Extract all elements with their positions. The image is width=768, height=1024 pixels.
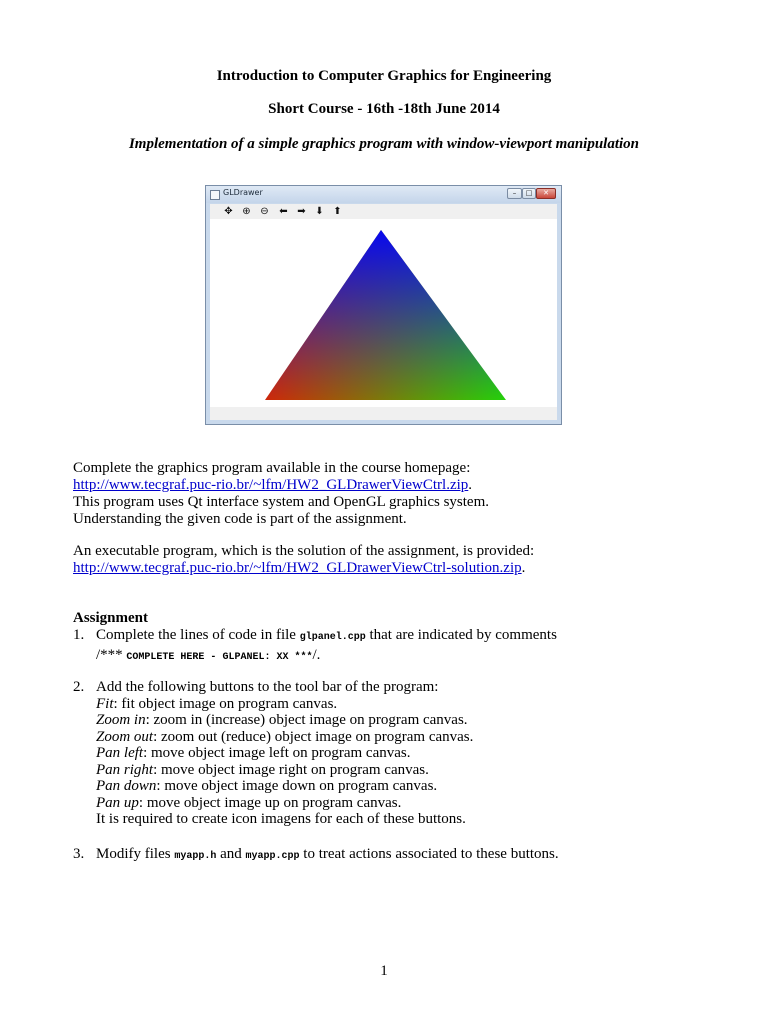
button-pan-left: Pan left: move object image left on program canvas. (96, 745, 411, 761)
arrow-up-icon[interactable]: ⬆ (333, 206, 342, 217)
solution-link[interactable]: http://www.tecgraf.puc-rio.br/~lfm/HW2_GLDrawerViewCtrl-solution.zip (73, 560, 522, 576)
arrow-down-icon[interactable]: ⬇ (315, 206, 324, 217)
item1-text: Complete the lines of code in file glpanel.cpp that are indicated by comments /*** COMPLETE HERE - GLPANEL: XX ***/. (96, 627, 557, 663)
button-pan-down: Pan down: move object image down on program canvas. (96, 778, 438, 794)
close-button[interactable]: ✕ (536, 188, 556, 199)
minimize-button[interactable]: – (507, 188, 522, 199)
fit-icon[interactable]: ✥ (224, 206, 233, 217)
page-number: 1 (380, 963, 388, 979)
intro-link-row: http://www.tecgraf.puc-rio.br/~lfm/HW2_GLDrawerViewCtrl.zip. (73, 477, 473, 493)
maximize-button[interactable]: □ (522, 188, 536, 199)
item2-text (96, 679, 473, 828)
intro-line3: Understanding the given code is part of the assignment. (73, 511, 407, 527)
button-pan-right: Pan right: move object image right on program canvas. (96, 761, 429, 778)
app-icon (210, 190, 220, 200)
assignment-heading: Assignment (73, 610, 149, 626)
gl-canvas[interactable] (210, 219, 557, 407)
doc-subtitle: Short Course - 16th -18th June 2014 (268, 101, 500, 117)
code-myapp-h: myapp.h (174, 851, 217, 862)
button-fit: Fit: fit object image on program canvas. (96, 695, 338, 712)
window-statusbar (210, 407, 557, 420)
window-title: GLDrawer (223, 188, 263, 197)
intro-paragraph (73, 460, 489, 528)
solution-paragraph (73, 543, 534, 577)
zoom-in-icon[interactable]: ⊕ (242, 206, 251, 217)
intro-line2: This program uses Qt interface system and OpenGL graphics system. (73, 494, 490, 510)
window-toolbar (210, 204, 557, 219)
item2-note: It is required to create icon imagens for each of these buttons. (96, 811, 466, 827)
code-comment: COMPLETE HERE - GLPANEL: XX *** (126, 651, 313, 663)
item3-number: 3. (73, 846, 85, 862)
solution-link-row: http://www.tecgraf.puc-rio.br/~lfm/HW2_GLDrawerViewCtrl-solution.zip. (73, 560, 526, 576)
code-glpanel: glpanel.cpp (299, 632, 366, 643)
button-zoom-in: Zoom in: zoom in (increase) object image on program canvas. (96, 712, 468, 728)
program-link[interactable]: http://www.tecgraf.puc-rio.br/~lfm/HW2_GLDrawerViewCtrl.zip (73, 477, 469, 493)
item2-intro: Add the following buttons to the tool bar of the program: (96, 679, 439, 695)
solution-line: An executable program, which is the solution of the assignment, is provided: (73, 543, 535, 559)
arrow-left-icon[interactable]: ⬅ (279, 206, 288, 217)
gldrawer-window-screenshot (205, 185, 562, 425)
zoom-out-icon[interactable]: ⊖ (260, 206, 269, 217)
item1-number: 1. (73, 627, 85, 643)
item2-number: 2. (73, 679, 85, 695)
item3-text: Modify files myapp.h and myapp.cpp to treat actions associated to these buttons. (96, 846, 559, 862)
window-titlebar (206, 186, 561, 203)
doc-title: Introduction to Computer Graphics for Engineering (216, 68, 552, 84)
button-zoom-out: Zoom out: zoom out (reduce) object image on program canvas. (96, 728, 474, 745)
code-myapp-cpp: myapp.cpp (245, 851, 300, 862)
doc-description: Implementation of a simple graphics program with window-viewport manipulation (128, 136, 640, 152)
arrow-right-icon[interactable]: ➡ (297, 206, 306, 217)
button-pan-up: Pan up: move object image up on program canvas. (96, 794, 402, 811)
triangle-drawing (210, 219, 557, 407)
intro-line1: Complete the graphics program available in the course homepage: (73, 460, 471, 476)
rgb-triangle (210, 219, 557, 407)
